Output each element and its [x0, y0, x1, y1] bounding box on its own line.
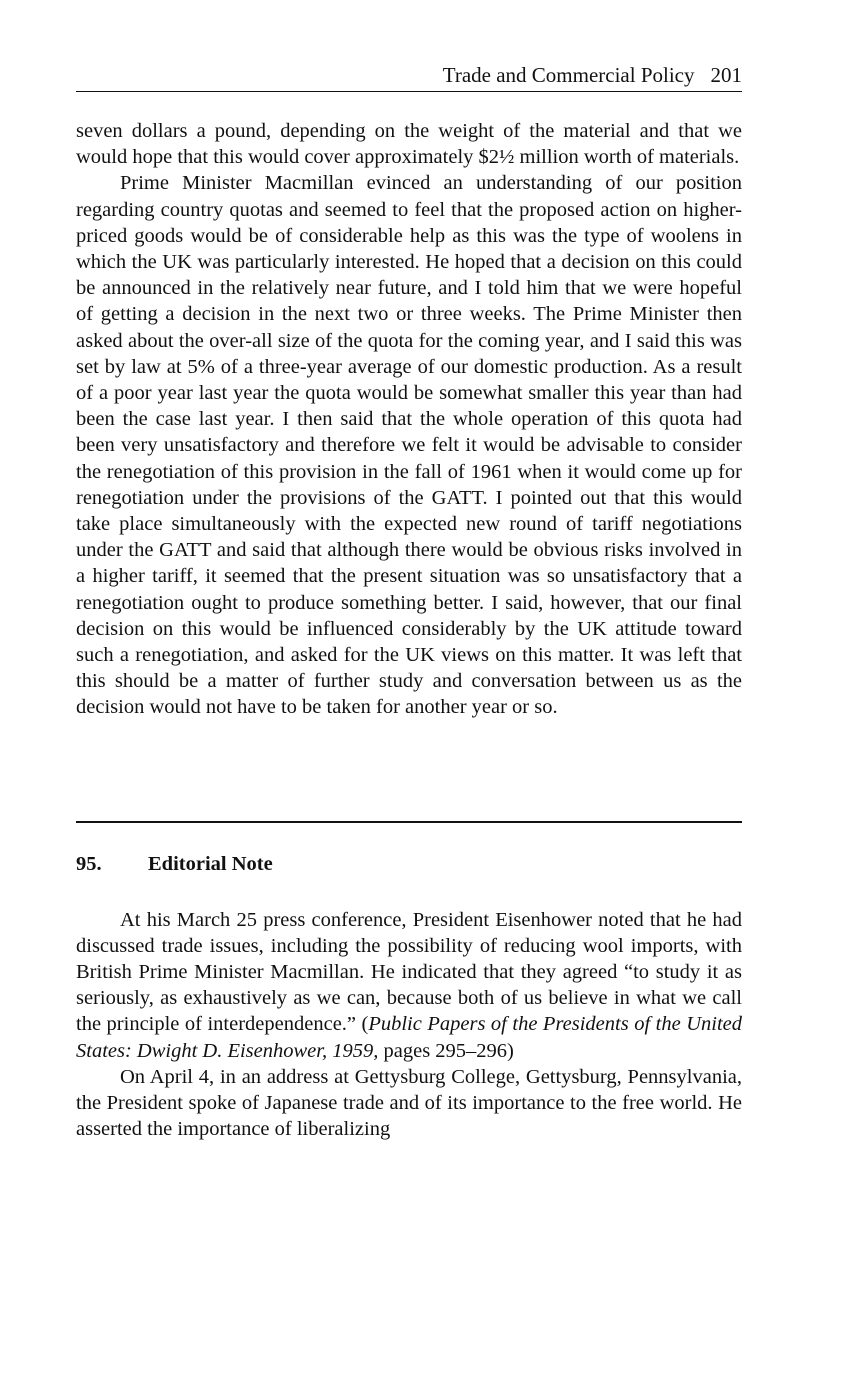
- page-number: 201: [710, 63, 742, 87]
- running-title: Trade and Commercial Policy: [442, 63, 695, 87]
- section-heading: [76, 849, 742, 879]
- section-number: 95.: [76, 852, 102, 875]
- citation-title: Public Papers of the Presidents of the United States: Dwight D. Eisenhower, 1959,: [76, 1013, 742, 1062]
- memo-text: [76, 118, 742, 721]
- section-title: Editorial Note: [148, 852, 273, 875]
- paragraph-macmillan: Prime Minister Macmillan evinced an understanding of our position regarding country quotas and seemed to feel that the proposed action on higher-priced goods would be of considerable help as this was the type of woolens in which the UK was particularly interested. He hoped that a decision on this could be announced in the relatively near future, and I told him that we were hopeful of getting a decision in the next two or three weeks. The Prime Minister then asked about the over-all size of the quota for the coming year, and I said this was set by law at 5% of a three-year average of our domestic production. As a result of a poor year last year the quota would be somewhat smaller this year than had been the case last year. I then said that the whole operation of this quota had been very unsatisfactory and therefore we felt it would be advisable to consider the renegotiation of this provision in the fall of 1961 when it would come up for renegotiation under the provisions of the GATT. I pointed out that this would take place simultaneously with the expected new round of tariff negotiations under the GATT and said that although there would be obvious risks involved in a higher tariff, it seemed that the present situation was so unsatisfactory that a renegotiation ought to produce something better. I said, however, that our final decision on this would be influenced considerably by the UK attitude toward such a renegotiation, and asked for the UK views on this matter. It was left that this should be a matter of further study and conversation between us as the decision would not have to be taken for another year or so.: [76, 172, 742, 719]
- section-divider: [76, 821, 742, 823]
- running-header: [76, 60, 742, 92]
- citation-pages: pages 295–296): [378, 1039, 514, 1062]
- editorial-note-text: [76, 907, 742, 1143]
- press-conference-text: At his March 25 press conference, President Eisenhower noted that he had discussed trade issues, including the possibility of reducing wool imports, with British Prime Minister Macmillan. He indicated that they agreed “to study it as seriously, as exhaustively as we can, because both of us believe in what we call the principle of interdependence.” (: [76, 908, 742, 1036]
- paragraph-press-conference: [76, 907, 742, 1064]
- document-page: [76, 60, 742, 1143]
- paragraph-gettysburg: On April 4, in an address at Gettysburg College, Gettysburg, Pennsylvania, the President spoke of Japanese trade and of its importance to the free world. He asserted the importance of liberalizing: [76, 1065, 742, 1141]
- paragraph-continued: seven dollars a pound, depending on the weight of the material and that we would hope that this would cover approximately $2½ million worth of materials.: [76, 120, 742, 169]
